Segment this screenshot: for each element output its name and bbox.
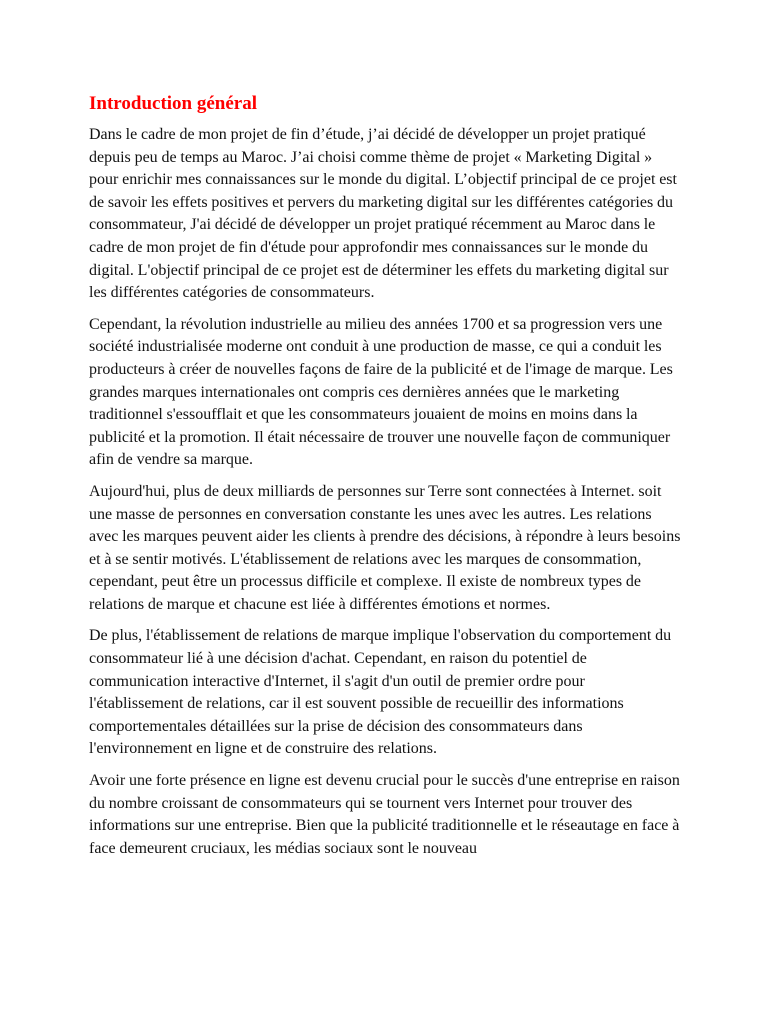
document-title: Introduction général [89, 93, 258, 114]
paragraph-4: De plus, l'établissement de relations de marque implique l'observation du comportement du consommateur lié à une décision d'achat. Cependant, en raison du potentiel de communication interactive d'Internet, il s'agit d'un outil de premier ordre pour l'établissement de relations, car il est souvent possible de recueillir des informations comportementales détaillées sur la prise de décision des consommateurs dans l'environnement en ligne et de construire des relations. [89, 627, 672, 758]
paragraph-2: Cependant, la révolution industrielle au milieu des années 1700 et sa progression vers une société industrialisée moderne ont conduit à une production de masse, ce qui a conduit les producteurs à créer de nouvelles façons de faire de la publicité et de l'image de marque. Les grandes marques internationales ont compris ces dernières années que le marketing traditionnel s'essoufflait et que les consommateurs jouaient de moins en moins dans la publicité et la promotion. Il était nécessaire de trouver une nouvelle façon de communiquer afin de vendre sa marque. [89, 315, 673, 469]
paragraph-3: Aujourd'hui, plus de deux milliards de personnes sur Terre sont connectées à Internet. soit une masse de personnes en conversation constante les unes avec les autres. Les relations avec les marques peuvent aider les clients à prendre des décisions, à répondre à leurs besoins et à se sentir motivés. L'établissement de relations avec les marques de consommation, cependant, peut être un processus difficile et complexe. Il existe de nombreux types de relations de marque et chacune est liée à différentes émotions et normes. [89, 482, 681, 613]
paragraph-1: Dans le cadre de mon projet de fin d’étude, j’ai décidé de développer un projet pratiqué depuis peu de temps au Maroc. J’ai choisi comme thème de projet « Marketing Digital » pour enrichir mes connaissances sur le monde du digital. L’objectif principal de ce projet est de savoir les effets positives et pervers du marketing digital sur les différentes catégories du consommateur, J'ai décidé de développer un projet pratiqué récemment au Maroc dans le cadre de mon projet de fin d'étude pour approfondir mes connaissances sur le monde du digital. L'objectif principal de ce projet est de déterminer les effets du marketing digital sur les différentes catégories de consommateurs. [89, 126, 677, 302]
document-page [89, 92, 681, 869]
paragraph-5: Avoir une forte présence en ligne est devenu crucial pour le succès d'une entreprise en raison du nombre croissant de consommateurs qui se tournent vers Internet pour trouver des informations sur une entreprise. Bien que la publicité traditionnelle et le réseautage en face à face demeurent cruciaux, les médias sociaux sont le nouveau [89, 772, 680, 857]
